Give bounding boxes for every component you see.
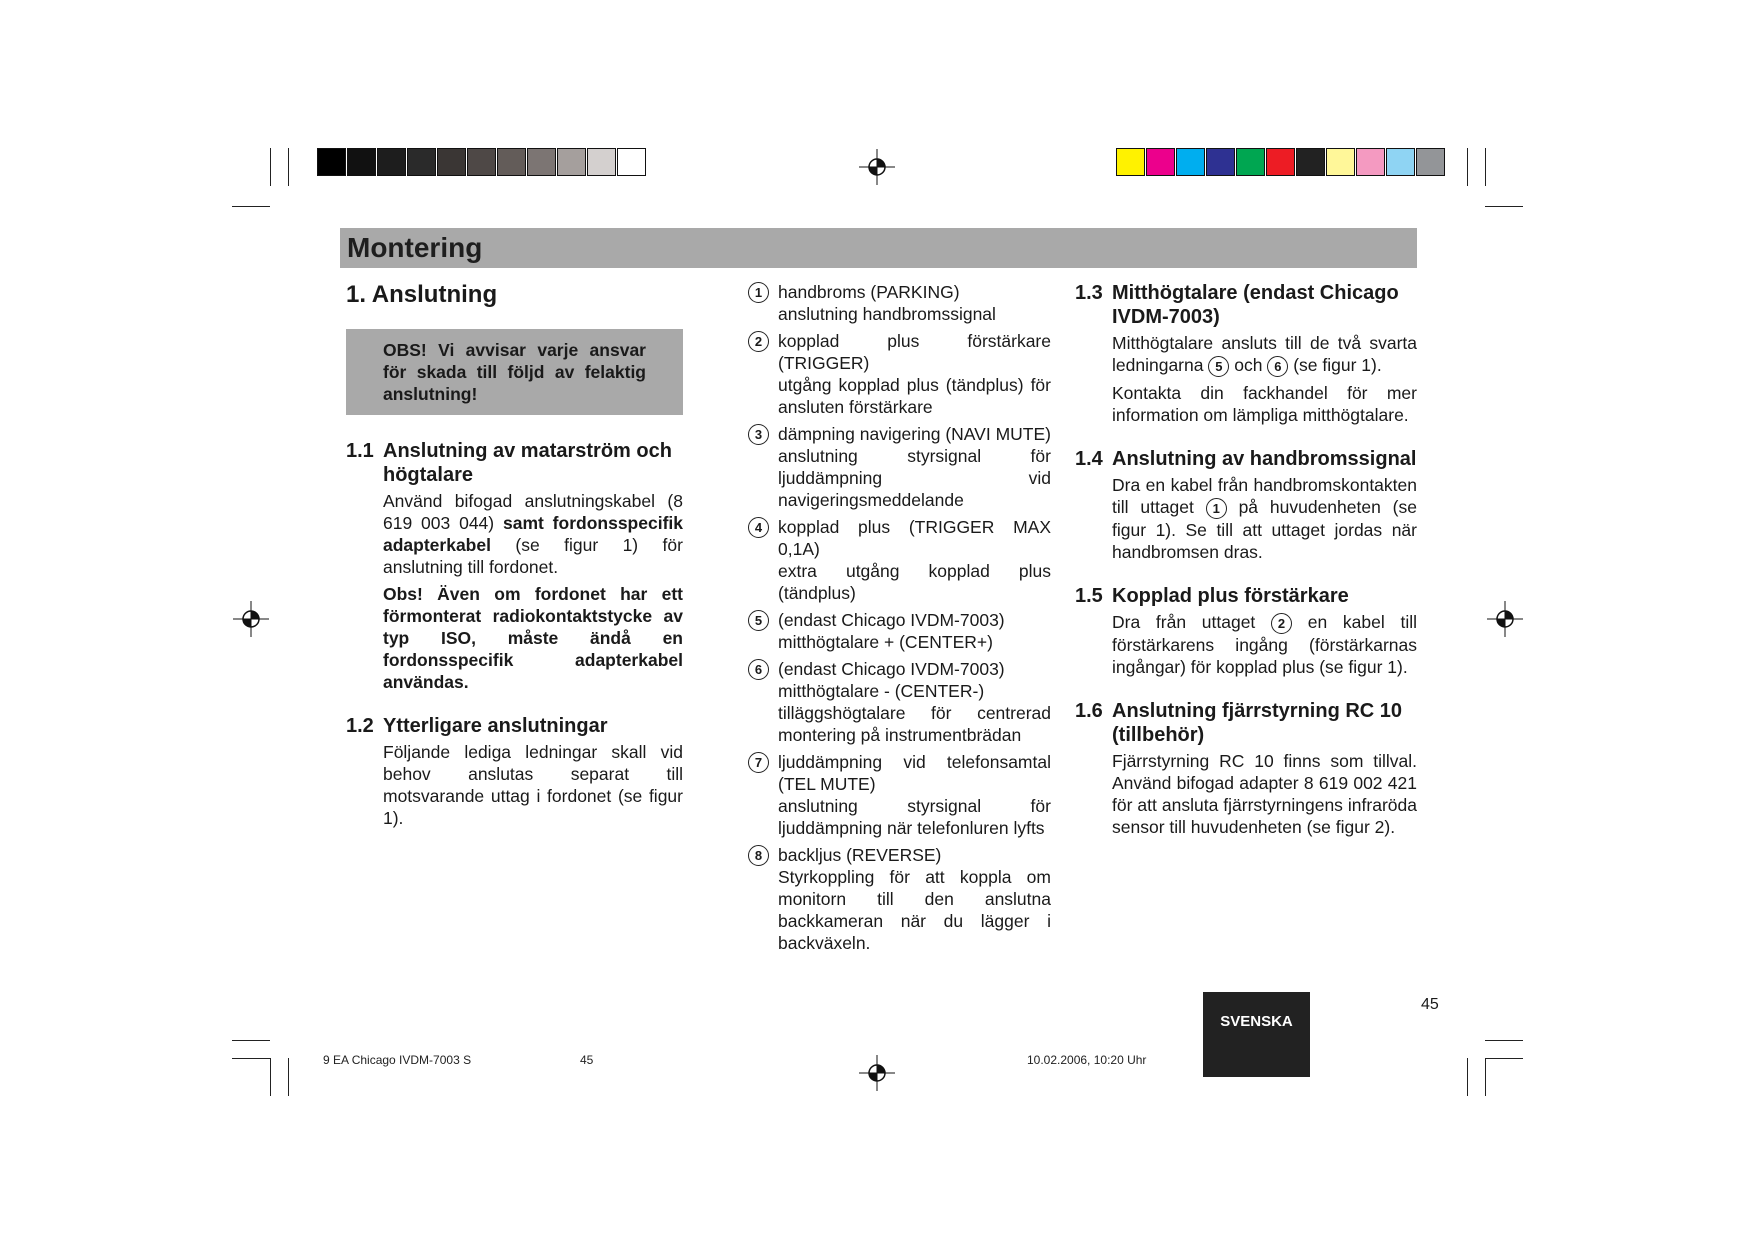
heading-text: Anslutning av handbromssignal	[1112, 447, 1417, 470]
list-item-line: mitthögtalare + (CENTER+)	[778, 632, 993, 652]
list-item-line: utgång kopplad plus (tändplus) för ansluten förstärkare	[778, 375, 1051, 417]
list-item-line: (endast Chicago IVDM-7003)	[778, 659, 1005, 679]
list-item-body	[778, 516, 1051, 604]
list-item-line: Styrkoppling för att koppla om monitorn till den anslutna backkameran när du lägger i backväxeln.	[778, 867, 1051, 953]
connector-number-icon: 2	[1271, 613, 1292, 634]
registration-crosshair-icon	[859, 149, 895, 185]
color-swatch	[1266, 148, 1295, 176]
list-item-line: anslutning handbromssignal	[778, 304, 996, 324]
registration-crosshair-icon	[1487, 601, 1523, 637]
text: på huvudenheten (se figur 1). Se till att uttaget jordas när handbromsen dras.	[1112, 496, 1417, 562]
color-swatch	[467, 148, 496, 176]
list-item	[748, 751, 1051, 839]
connector-number-icon: 6	[748, 659, 769, 680]
list-item-line: extra utgång kopplad plus (tändplus)	[778, 561, 1051, 603]
paragraph	[346, 741, 683, 829]
list-item-body	[778, 751, 1051, 839]
heading-1-6	[1075, 699, 1417, 747]
connector-number-icon: 6	[1267, 356, 1288, 377]
color-swatch	[617, 148, 646, 176]
color-swatch	[437, 148, 466, 176]
color-swatch	[1116, 148, 1145, 176]
connector-number-icon: 1	[1206, 498, 1227, 519]
list-item	[748, 281, 1051, 325]
heading-text: Ytterligare anslutningar	[383, 715, 608, 737]
color-swatch	[1176, 148, 1205, 176]
connector-number-icon: 8	[748, 845, 769, 866]
list-item	[748, 609, 1051, 653]
connector-number-icon: 4	[748, 517, 769, 538]
list-item-line: mitthögtalare - (CENTER-)	[778, 681, 985, 701]
connection-list	[748, 281, 1051, 959]
list-item-body	[778, 330, 1051, 418]
text: och	[1234, 355, 1263, 375]
color-swatch	[1386, 148, 1415, 176]
color-swatch	[1356, 148, 1385, 176]
list-item-line: (endast Chicago IVDM-7003)	[778, 610, 1005, 630]
list-item-line: handbroms (PARKING)	[778, 282, 960, 302]
paragraph	[1075, 474, 1417, 563]
note-text: Obs! Även om fordonet har ett förmonterat radiokontaktstycke av typ ISO, måste ändå en fordonsspecifik adapterkabel användas.	[383, 584, 683, 692]
connector-number-icon: 5	[1208, 356, 1229, 377]
heading-1-1	[346, 439, 683, 487]
color-swatch	[407, 148, 436, 176]
list-item	[748, 658, 1051, 746]
text: (se figur 1) för anslutning till fordonet.	[383, 535, 683, 577]
language-tab	[1203, 992, 1310, 1077]
color-swatch	[317, 148, 346, 176]
heading-number: 1.1	[346, 440, 374, 462]
color-swatch	[1146, 148, 1175, 176]
list-item-body	[778, 844, 1051, 954]
heading-number: 1.2	[346, 715, 374, 737]
heading-number: 1.5	[1075, 584, 1103, 607]
footer-page: 45	[580, 1053, 594, 1067]
text: Kontakta din fackhandel för mer information om lämpliga mitthögtalare.	[1112, 382, 1417, 425]
text: Dra från uttaget	[1112, 611, 1256, 632]
color-swatch	[347, 148, 376, 176]
language-label: SVENSKA	[1220, 1013, 1293, 1030]
heading-text: Mitthögtalare (endast Chicago IVDM-7003)	[1112, 282, 1399, 328]
color-swatch	[1236, 148, 1265, 176]
text: Dra en kabel från handbromskontakten till uttaget	[1112, 474, 1417, 517]
color-swatch	[497, 148, 526, 176]
page-number: 45	[1421, 996, 1439, 1013]
list-item-body	[778, 609, 1051, 653]
connector-number-icon: 1	[748, 282, 769, 303]
heading-number: 1.6	[1075, 699, 1103, 722]
connector-number-icon: 5	[748, 610, 769, 631]
text: Följande lediga ledningar skall vid behov anslutas separat till motsvarande uttag i fordonet (se figur 1).	[383, 742, 683, 828]
list-item	[748, 330, 1051, 418]
heading-1-4	[1075, 447, 1417, 471]
heading-1-2	[346, 714, 683, 738]
color-swatch	[377, 148, 406, 176]
color-swatch	[1326, 148, 1355, 176]
color-swatch	[1206, 148, 1235, 176]
list-item-body	[778, 281, 1051, 325]
heading-number: 1.3	[1075, 282, 1103, 304]
list-item-line: tilläggshögtalare för centrerad montering på instrumentbrädan	[778, 703, 1051, 745]
color-swatch	[587, 148, 616, 176]
text-bold: samt fordonsspecifik adapterkabel	[383, 513, 683, 555]
color-swatch	[527, 148, 556, 176]
list-item-body	[778, 658, 1051, 746]
page-title: Montering	[347, 232, 483, 263]
list-item-line: backljus (REVERSE)	[778, 845, 942, 865]
color-calibration-bar	[1116, 148, 1446, 176]
right-column	[1075, 281, 1417, 843]
left-column	[346, 280, 683, 834]
registration-crosshair-icon	[859, 1055, 895, 1091]
color-swatch	[1416, 148, 1445, 176]
grayscale-calibration-bar	[317, 148, 647, 176]
section-title: 1. Anslutning	[346, 281, 498, 308]
paragraph	[1075, 332, 1417, 426]
text: en kabel till förstärkarens ingång (förstärkarnas ingångar) för kopplad plus (se figur 1).	[1112, 611, 1417, 677]
heading-text: Anslutning av matarström och högtalare	[383, 440, 672, 486]
connector-number-icon: 2	[748, 331, 769, 352]
heading-text: Kopplad plus förstärkare	[1112, 584, 1349, 607]
list-item	[748, 844, 1051, 954]
list-item-line: ljuddämpning vid telefonsamtal (TEL MUTE)	[778, 752, 1051, 794]
heading-1-5	[1075, 584, 1417, 608]
color-swatch	[557, 148, 586, 176]
list-item-line: dämpning navigering (NAVI MUTE)	[778, 424, 1051, 444]
list-item-body	[778, 423, 1051, 511]
list-item-line: kopplad plus (TRIGGER MAX 0,1A)	[778, 517, 1051, 559]
heading-number: 1.4	[1075, 447, 1103, 470]
list-item	[748, 516, 1051, 604]
list-item-line: anslutning styrsignal för ljuddämpning när telefonluren lyfts	[778, 796, 1051, 838]
section-header-bar	[340, 228, 1417, 268]
heading-text: Anslutning fjärrstyrning RC 10 (tillbehör)	[1112, 699, 1403, 746]
text: Fjärrstyrning RC 10 finns som tillval. Använd bifogad adapter 8 619 002 421 för att ansluta fjärrstyrningens infraröda sensor till huvudenheten (se figur 2).	[1112, 750, 1417, 837]
list-item-line: kopplad plus förstärkare (TRIGGER)	[778, 331, 1051, 373]
footer-doc-id: 9 EA Chicago IVDM-7003 S	[323, 1053, 472, 1067]
paragraph	[346, 490, 683, 693]
connector-number-icon: 3	[748, 424, 769, 445]
paragraph	[1075, 611, 1417, 678]
color-swatch	[1296, 148, 1325, 176]
connector-number-icon: 7	[748, 752, 769, 773]
footer-date: 10.02.2006, 10:20 Uhr	[1027, 1053, 1147, 1067]
warning-box: OBS! Vi avvisar varje ansvar för skada till följd av felaktig anslutning!	[346, 329, 683, 415]
text: Använd bifogad anslutningskabel (8 619 003 044)	[383, 491, 683, 533]
list-item-line: anslutning styrsignal för ljuddämpning vid navigeringsmeddelande	[778, 446, 1051, 510]
text: Mitthögtalare ansluts till de två svarta ledningarna	[1112, 333, 1417, 375]
text: (se figur 1).	[1293, 355, 1382, 375]
registration-crosshair-icon	[233, 601, 269, 637]
heading-1-3	[1075, 281, 1417, 329]
list-item	[748, 423, 1051, 511]
paragraph	[1075, 750, 1417, 838]
